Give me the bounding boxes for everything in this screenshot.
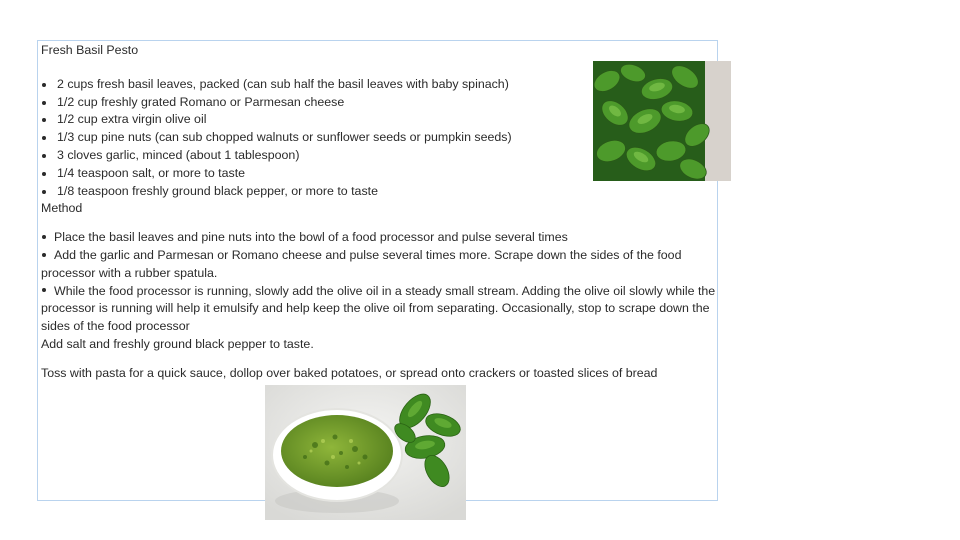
ingredient-text: 2 cups fresh basil leaves, packed (can sub half the basil leaves with baby spinach) xyxy=(57,76,509,91)
ingredient-text: 1/4 teaspoon salt, or more to taste xyxy=(57,165,246,180)
recipe-title: Fresh Basil Pesto xyxy=(41,43,139,57)
seasoning-text: Add salt and freshly ground black pepper to taste. xyxy=(41,336,314,351)
bullet-icon xyxy=(42,288,46,292)
bullet-icon xyxy=(42,83,46,87)
bullet-icon xyxy=(42,154,46,158)
ingredient-item xyxy=(41,183,721,201)
bullet-icon xyxy=(42,118,46,122)
serving-suggestion: Toss with pasta for a quick sauce, dollop over baked potatoes, or spread onto crackers or toasted slices of bread xyxy=(41,365,658,380)
bullet-icon xyxy=(42,101,46,105)
pesto-bowl-image[interactable] xyxy=(265,385,466,520)
pesto-bowl-graphic xyxy=(265,385,466,520)
bullet-icon xyxy=(42,190,46,194)
method-step-text: Place the basil leaves and pine nuts into the bowl of a food processor and pulse several times xyxy=(54,230,568,245)
bullet-icon xyxy=(42,253,46,257)
ingredient-text: 1/2 cup extra virgin olive oil xyxy=(57,112,207,127)
basil-leaves-image[interactable] xyxy=(593,61,731,181)
ingredient-text: 1/2 cup freshly grated Romano or Parmesan cheese xyxy=(57,94,345,109)
method-heading: Method xyxy=(41,201,83,216)
bullet-icon xyxy=(42,235,46,239)
bullet-icon xyxy=(42,172,46,176)
ingredient-text: 1/8 teaspoon freshly ground black pepper, or more to taste xyxy=(57,183,378,198)
method-step-text: While the food processor is running, slowly add the olive oil in a steady small stream. Adding the olive oil slowly while the processor is running will help it emulsify and help keep the olive oil from separating. Occasionally, stop to scrape down the sides of the food processor xyxy=(41,283,716,334)
ingredient-text: 3 cloves garlic, minced (about 1 tablespoon) xyxy=(57,147,300,162)
method-step xyxy=(41,247,721,283)
basil-leaves-graphic xyxy=(593,61,731,181)
method-step xyxy=(41,283,721,336)
method-step-text: Add the garlic and Parmesan or Romano cheese and pulse several times more. Scrape down the sides of the food processor with a rubber spatula. xyxy=(41,247,682,280)
ingredient-text: 1/3 cup pine nuts (can sub chopped walnuts or sunflower seeds or pumpkin seeds) xyxy=(57,130,512,145)
bullet-icon xyxy=(42,136,46,140)
method-step xyxy=(41,229,721,247)
